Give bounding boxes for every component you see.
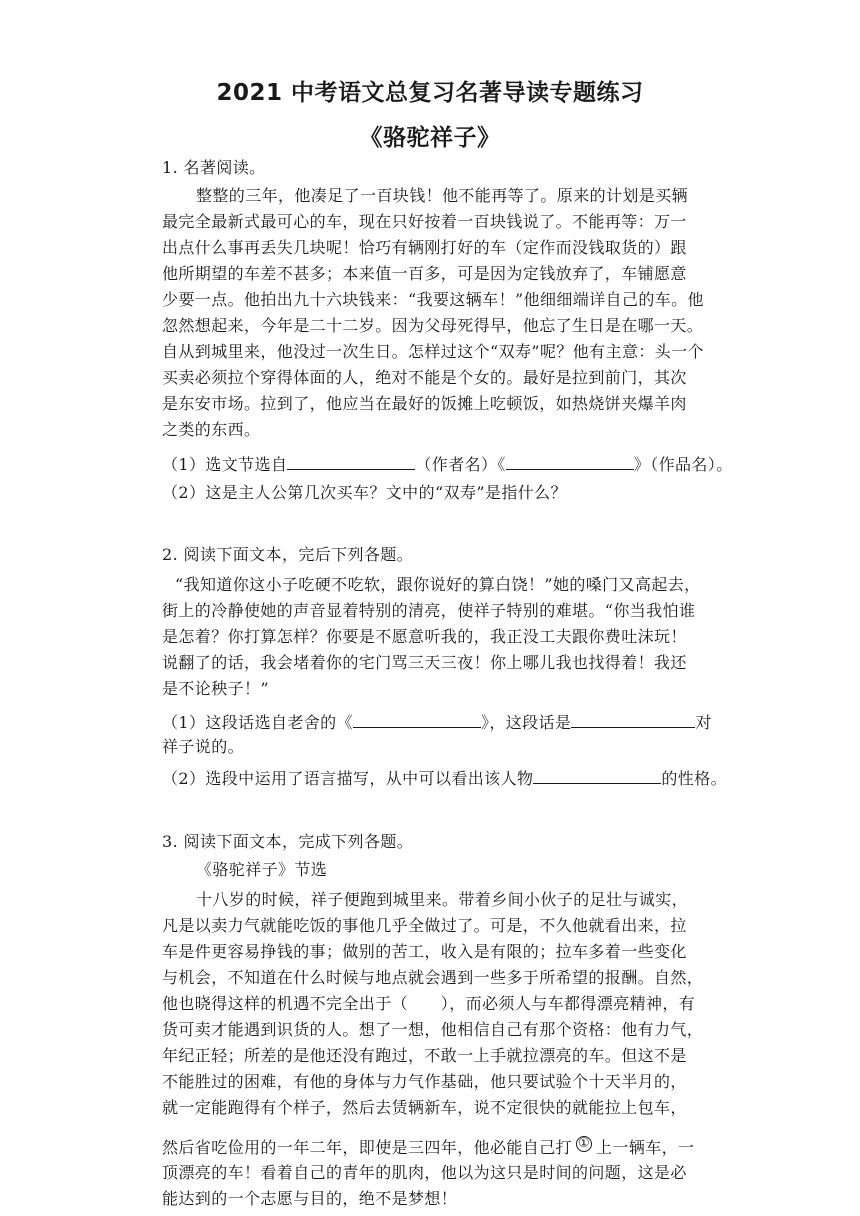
q2-passage-line: 街上的冷静使她的声音显着特别的清亮，使祥子特别的难堪。“你当我怕谁 bbox=[162, 601, 696, 620]
q2-sub1-text-b: 》，这段话是 bbox=[480, 713, 572, 732]
page-subtitle: 《骆驼祥子》 bbox=[359, 125, 501, 151]
q3-passage-line: 货可卖才能遇到识货的人。想了一想，他相信自己有那个资格：他有力气， bbox=[162, 1020, 704, 1039]
q2-sub2-text-a: （2）选段中运用了语言描写，从中可以看出该人物 bbox=[162, 769, 534, 788]
q3-passage-line: 能达到的一个志愿与目的，绝不是梦想！ bbox=[162, 1189, 458, 1208]
q2-passage-line: 是不论秧子！” bbox=[162, 679, 269, 698]
q2-heading: 2. 阅读下面文本，完后下列各题。 bbox=[162, 545, 414, 564]
q2-sub2-text-b: 的性格。 bbox=[661, 769, 727, 788]
q1-sub1 bbox=[162, 453, 733, 475]
q1-passage-line: 买卖必须拉个穿得体面的人，绝对不能是个女的。最好是拉到前门，其次 bbox=[162, 368, 687, 387]
q1-sub2: （2）这是主人公第几次买车？文中的“双寿”是指什么？ bbox=[162, 483, 567, 502]
q2-passage-line: “我知道你这小子吃硬不吃软，跟你说好的算白饶！”她的嗓门又高起去， bbox=[175, 575, 701, 594]
q3-line10-text-b: 上一辆车，一 bbox=[596, 1138, 695, 1157]
speaker-blank[interactable] bbox=[571, 711, 695, 728]
q2-passage-line: 是怎着？你打算怎样？你要是不愿意听我的，我正没工夫跟你费吐沫玩！ bbox=[162, 627, 687, 646]
q3-passage-line: 不能胜过的困难，有他的身体与力气作基础，他只要试验个十天半月的， bbox=[162, 1072, 687, 1091]
q2-sub2 bbox=[162, 767, 727, 789]
work-title-blank[interactable] bbox=[353, 711, 481, 728]
q1-passage-line: 出点什么事再丢失几块呢！恰巧有辆刚打好的车（定作而没钱取货的）跟 bbox=[162, 238, 687, 257]
q1-heading: 1. 名著阅读。 bbox=[162, 158, 266, 177]
q2-sub1-cont: 祥子说的。 bbox=[162, 737, 245, 756]
page-title: 2021 中考语文总复习名著导读专题练习 bbox=[216, 80, 644, 106]
q3-passage-line: 凡是以卖力气就能吃饭的事他几乎全做过了。可是，不久他就看出来，拉 bbox=[162, 916, 687, 935]
q3-line10-text-a: 然后省吃俭用的一年二年，即使是三四年，他必能自己打 bbox=[162, 1138, 573, 1157]
personality-blank[interactable] bbox=[533, 767, 661, 784]
q2-sub1-text-a: （1）这段话选自老舍的《 bbox=[162, 713, 353, 732]
q2-passage-line: 说翻了的话，我会堵着你的宅门骂三天三夜！你上哪儿我也找得着！我还 bbox=[162, 653, 687, 672]
q3-passage-line: 就一定能跑得有个样子，然后去赁辆新车，说不定很快的就能拉上包车， bbox=[162, 1098, 687, 1117]
q3-passage-line bbox=[162, 1136, 694, 1158]
q3-passage-line: 与机会，不知道在什么时候与地点就会遇到一些多于所希望的报酬。自然， bbox=[162, 968, 704, 987]
q1-passage-line: 自从到城里来，他没过一次生日。怎样过这个“双寿”呢？他有主意：头一个 bbox=[162, 342, 704, 361]
q1-passage-line: 少要一点。他拍出九十六块钱来：“我要这辆车！”他细细端详自己的车。他 bbox=[162, 290, 704, 309]
q3-heading: 3. 阅读下面文本，完成下列各题。 bbox=[162, 832, 414, 851]
q1-sub1-text-b: （作者名）《 bbox=[415, 455, 506, 474]
q2-sub1 bbox=[162, 711, 712, 733]
q1-sub1-text-c: 》（作品名）。 bbox=[633, 455, 733, 474]
annotation-marker: ① bbox=[577, 1136, 591, 1151]
q3-passage-line: 年纪正轻；所差的是他还没有跑过，不敢一上手就拉漂亮的车。但这不是 bbox=[162, 1046, 687, 1065]
q3-passage-line: 十八岁的时候，祥子便跑到城里来。带着乡间小伙子的足壮与诚实， bbox=[196, 890, 689, 909]
work-answer-blank[interactable] bbox=[506, 453, 634, 470]
q1-passage-line: 整整的三年，他凑足了一百块钱！他不能再等了。原来的计划是买辆 bbox=[196, 186, 689, 205]
q1-passage-line: 他所期望的车差不甚多；本来值一百多，可是因为定钱放弃了，车铺愿意 bbox=[162, 264, 687, 283]
q1-passage-line: 之类的东西。 bbox=[162, 420, 261, 439]
q2-sub1-text-c: 对 bbox=[695, 713, 712, 732]
q3-passage-line: 车是件更容易挣钱的事；做别的苦工，收入是有限的；拉车多着一些变化 bbox=[162, 942, 687, 961]
q3-subtitle: 《骆驼祥子》节选 bbox=[196, 860, 328, 879]
q1-passage-line: 最完全最新式最可心的车，现在只好按着一百块钱说了。不能再等：万一 bbox=[162, 212, 687, 231]
q1-passage-line: 是东安市场。拉到了，他应当在最好的饭摊上吃顿饭，如热烧饼夹爆羊肉 bbox=[162, 394, 687, 413]
q3-passage-line: 他也晓得这样的机遇不完全出于（ ），而必须人与车都得漂亮精神，有 bbox=[162, 994, 696, 1013]
q1-passage-line: 忽然想起来，今年是二十二岁。因为父母死得早，他忘了生日是在哪一天。 bbox=[162, 316, 704, 335]
author-answer-blank[interactable] bbox=[287, 453, 415, 470]
q1-sub1-text-a: （1）选文节选自 bbox=[162, 455, 288, 474]
q3-passage-line: 顶漂亮的车！看着自己的青年的肌肉，他以为这只是时间的问题，这是必 bbox=[162, 1163, 687, 1182]
